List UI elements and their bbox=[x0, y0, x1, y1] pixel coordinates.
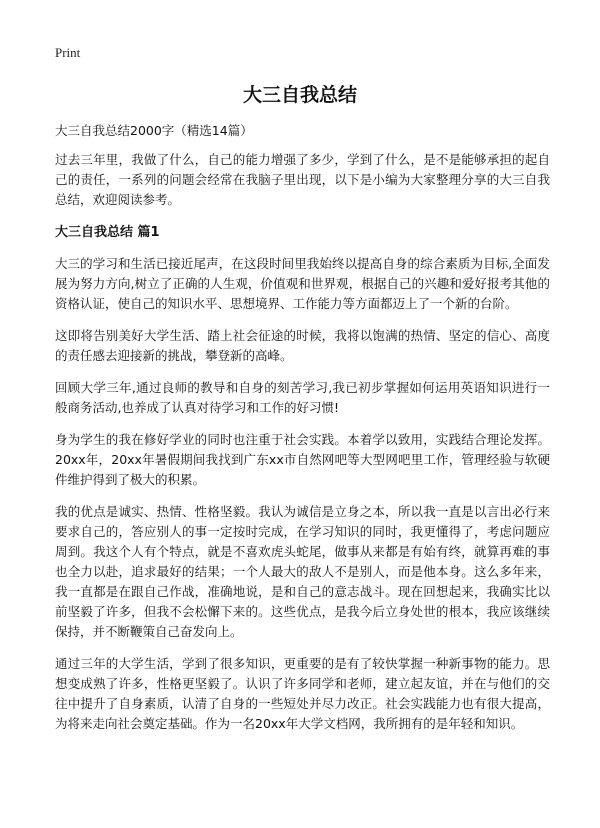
print-link[interactable]: Print bbox=[55, 45, 81, 60]
document-subtitle: 大三自我总结2000字（精选14篇） bbox=[55, 123, 253, 138]
document-title: 大三自我总结 bbox=[242, 84, 357, 106]
body-paragraph: 身为学生的我在修好学业的同时也注重于社会实践。本着学以致用，实践结合理论发挥。20xx年，20xx年暑假期间我找到广东xx市自然网吧等大型网吧里工作，管理经验与软硬件维护得到了极大的积累。 bbox=[55, 432, 550, 487]
body-paragraph: 回顾大学三年,通过良师的教导和自身的刻苦学习,我已初步掌握如何运用英语知识进行一般商务活动,也养成了认真对待学习和工作的好习惯! bbox=[55, 380, 550, 415]
section-heading: 大三自我总结 篇1 bbox=[55, 225, 160, 240]
intro-paragraph: 过去三年里，我做了什么，自己的能力增强了多少，学到了什么，是不是能够承担的起自己的责任，一系列的问题会经常在我脑子里出现，以下是小编为大家整理分享的大三自我总结，欢迎阅读参考。 bbox=[55, 152, 550, 207]
body-paragraph: 这即将告别美好大学生活、踏上社会征途的时候，我将以饱满的热情、坚定的信心、高度的责任感去迎接新的挑战，攀登新的高峰。 bbox=[55, 328, 550, 363]
body-paragraph: 通过三年的大学生活，学到了很多知识，更重要的是有了较快掌握一种新事物的能力。思想变成熟了许多，性格更坚毅了。认识了许多同学和老师，建立起友谊，并在与他们的交往中提升了自身素质，认清了自身的一些短处并尽力改正。社会实践能力也有很大提高，为将来走向社会奠定基础。作为一名20xx年大学文档网，我所拥有的是年轻和知识。 bbox=[55, 656, 550, 731]
body-paragraph: 大三的学习和生活已接近尾声，在这段时间里我始终以提高自身的综合素质为目标,全面发展为努力方向,树立了正确的人生观，价值观和世界观，根据自己的兴趣和爱好报考其他的资格认证，使自己的知识水平、思想境界、工作能力等方面都迈上了一个新的台阶。 bbox=[55, 256, 550, 311]
body-paragraph: 我的优点是诚实、热情、性格坚毅。我认为诚信是立身之本，所以我一直是以言出必行来要求自己的，答应别人的事一定按时完成，在学习知识的同时，我更懂得了，考虑问题应周到。我这个人有个特点，就是不喜欢虎头蛇尾，做事从来都是有始有终，就算再难的事也全力以赴，追求最好的结果；一个人最大的敌人不是别人，而是他本身。这么多年来，我一直都是在跟自己作战，准确地说，是和自己的意志战斗。现在回想起来，我确实比以前坚毅了许多，但我不会松懈下来的。这些优点，是我今后立身处世的根本，我应该继续保持，并不断鞭策自己奋发向上。 bbox=[55, 504, 550, 639]
document-body bbox=[55, 122, 550, 746]
